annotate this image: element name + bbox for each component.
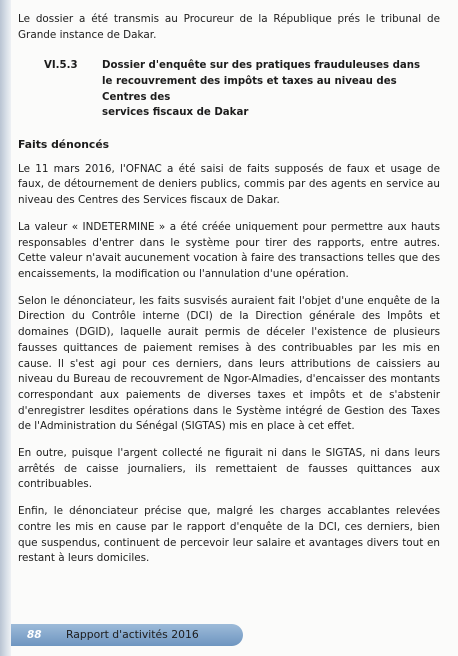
- paragraph-line: de détournement de deniers publics, commis par des agents en service au: [47, 178, 440, 191]
- paragraph-line: niveau des Centres des Services fiscaux de Dakar.: [18, 194, 280, 207]
- subheading-faits-denonces: Faits dénoncés: [18, 137, 110, 151]
- report-title: Rapport d'activités 2016: [66, 628, 199, 641]
- section-heading: [18, 58, 440, 120]
- paragraph-line: En outre, puisque l'argent collecté ne figurait ni dans le SIGTAS, ni dans leurs: [18, 447, 440, 460]
- paragraph-4: [18, 446, 440, 493]
- paragraph-line: Bureau de recouvrement de Ngor-Almadies, d'encaisser des montants: [73, 373, 440, 386]
- intro-line: Le dossier a été transmis au Procureur de la République prés le tribunal de: [18, 13, 440, 25]
- paragraph-line: responsables d'entrer dans le système pour tirer des rapports, entre autres. Cette: [18, 236, 440, 265]
- page-number: 88: [27, 629, 42, 641]
- paragraph-line: de l'Administration du Sénégal (SIGTAS) mis en place à cet effet.: [18, 420, 355, 433]
- paragraph-line: valeur n'avait aucunement vocation à faire des transactions telles que des: [49, 252, 440, 265]
- paragraph-line: Direction du Contrôle interne (DCI) de la Direction générale des Impôts et: [18, 310, 440, 323]
- paragraph-line: fausses quittances de paiement remises à des contribuables par les mis en cause.: [18, 341, 440, 370]
- paragraph-line: restant à leurs domiciles.: [18, 552, 150, 565]
- paragraph-line: encaissements, la modification ou l'annulation d'une opération.: [18, 268, 349, 280]
- paragraph-3: [18, 294, 440, 435]
- paragraph-line: arrêtés de caisse journaliers, ils remettaient de fausses quittances aux: [18, 462, 440, 475]
- section-title-line: Dossier d'enquête sur des pratiques frauduleuses dans: [102, 60, 421, 72]
- paragraph-line: que suspendus, continuent de percevoir leur salaire et avantages divers tout en: [18, 536, 440, 549]
- paragraph-line: Selon le dénonciateur, les faits susvisés auraient fait l'objet d'une enquête de la: [18, 294, 440, 307]
- paragraph-5: [18, 504, 440, 567]
- page-content: [18, 6, 440, 567]
- paragraph-line: Le 11 mars 2016, l'OFNAC a été saisi de faits supposés de faux et usage de faux,: [18, 162, 440, 191]
- page-footer: [0, 621, 458, 656]
- section-title: [102, 58, 440, 120]
- paragraph-line: correspondant aux paiements de diverses taxes et impôts et de s'abstenir: [18, 388, 440, 401]
- section-title-line: services fiscaux de Dakar: [102, 107, 249, 119]
- page-left-border: [0, 0, 11, 656]
- paragraph-line: domaines (DGID), laquelle aurait permis de déceler l'existence de plusieurs: [18, 326, 440, 339]
- paragraph-line: La valeur « INDETERMINE » a été créée uniquement pour permettre aux hauts: [18, 220, 440, 233]
- paragraph-line: Enfin, le dénonciateur précise que, malgré les charges accablantes relevées: [18, 505, 440, 518]
- section-title-line: le recouvrement des impôts et taxes au niveau des Centres des: [102, 76, 397, 103]
- paragraph-line: contre les mis en cause par le rapport d'enquête de la DCI, ces derniers, bien: [18, 520, 440, 533]
- intro-paragraph: [18, 12, 440, 43]
- paragraph-1: [18, 162, 440, 209]
- intro-line: Grande instance de Dakar.: [18, 28, 157, 41]
- paragraph-line: contribuables.: [18, 478, 93, 491]
- paragraph-line: d'enregistrer lesdites opérations dans le Système intégré de Gestion des Taxes: [18, 404, 440, 417]
- section-number: VI.5.3: [44, 60, 78, 72]
- paragraph-2: [18, 220, 440, 283]
- paragraph-line: Il s'est agi pour ces derniers, dans leurs attributions de caissiers au niveau du: [18, 357, 440, 386]
